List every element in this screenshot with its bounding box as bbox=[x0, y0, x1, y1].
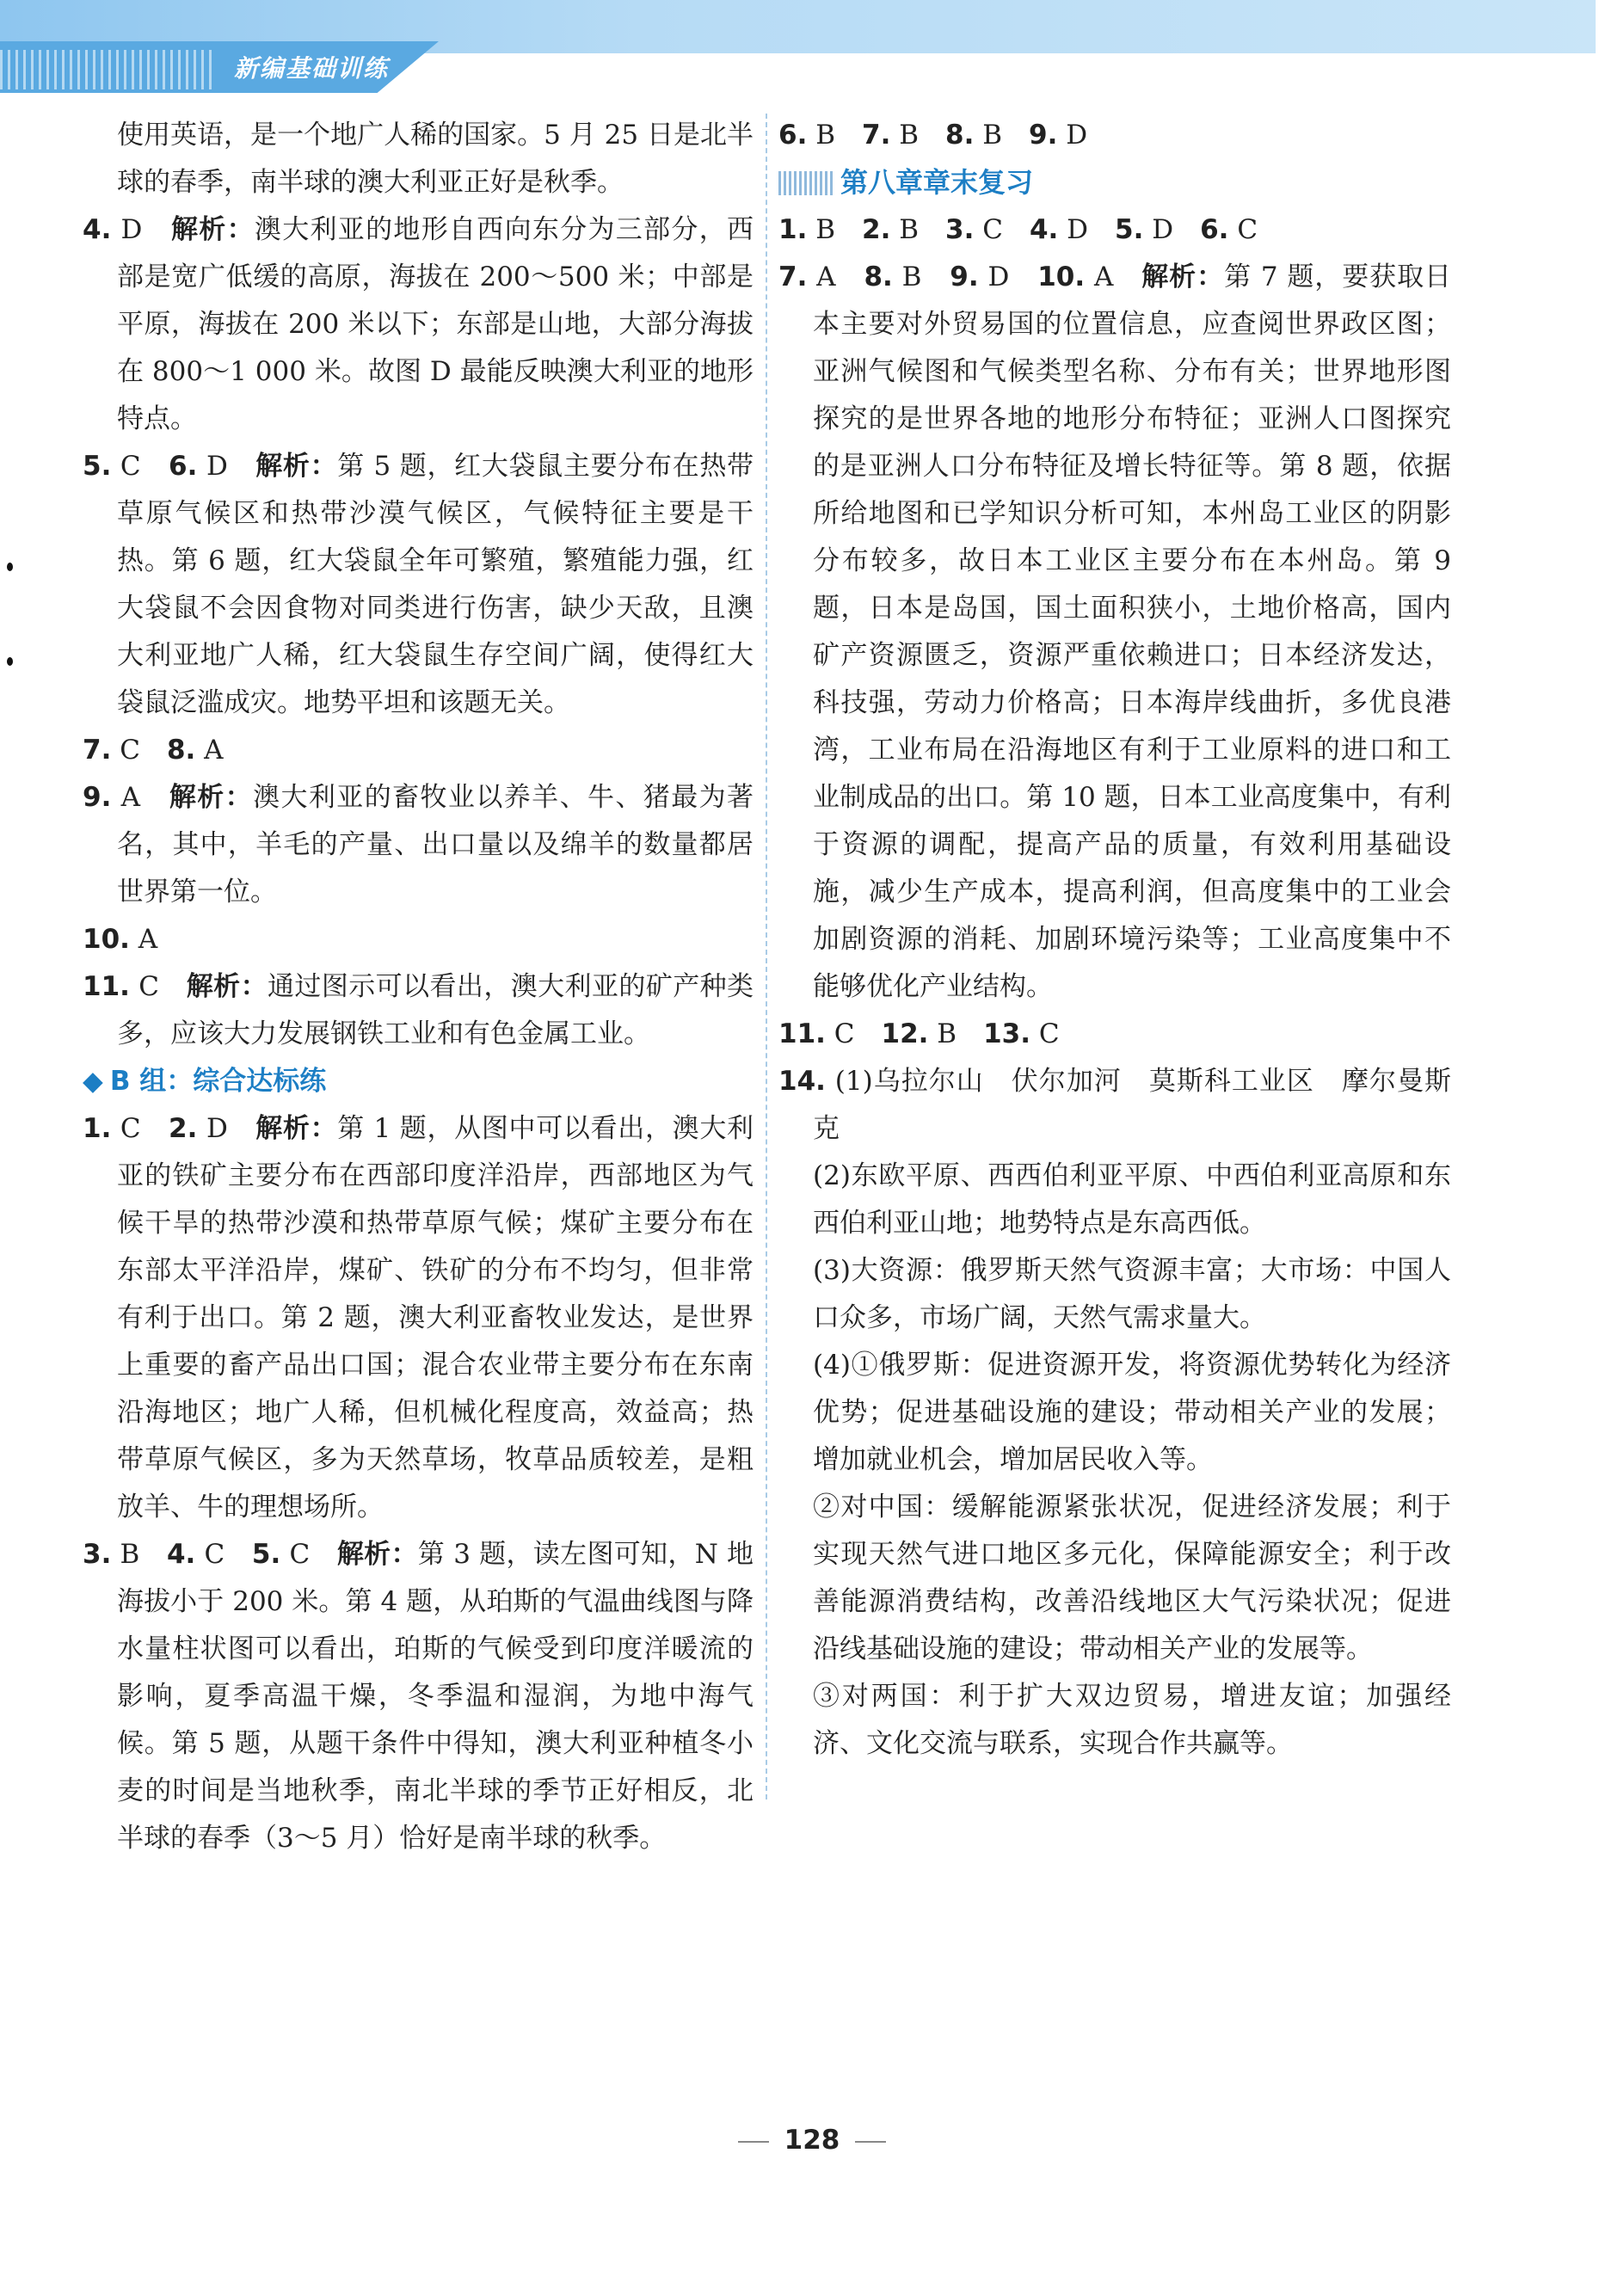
question-number: 1. bbox=[778, 214, 808, 245]
answer-choice: A bbox=[120, 782, 141, 813]
explanation-text: 澳大利亚的地形自西向东分为三部分，西部是宽广低缓的高原，海拔在 200～500 米；中部是平原，海拔在 200 米以下；东部是山地，大部分海拔在 800～1 000 米。故图 D 最能反映澳大利亚的地形特点。 bbox=[117, 214, 754, 434]
question-number: 9. bbox=[1029, 120, 1058, 151]
question-number: 3. bbox=[83, 1539, 112, 1570]
question-number: 6. bbox=[169, 451, 198, 482]
answer-item bbox=[83, 963, 754, 1058]
answer-choice: B bbox=[982, 120, 1002, 151]
answer-choice: D bbox=[1066, 120, 1088, 151]
left-column bbox=[83, 112, 754, 1862]
chapter-title: 第八章章末复习 bbox=[840, 166, 1034, 199]
question-number: 1. bbox=[83, 1113, 112, 1144]
answer-choice: B bbox=[120, 1539, 140, 1570]
answer-choice: A bbox=[1093, 261, 1114, 292]
answer-item bbox=[83, 916, 754, 963]
answer-choice: D bbox=[1067, 214, 1089, 245]
answer-item bbox=[778, 254, 1451, 1011]
answer-choice: B bbox=[901, 261, 922, 292]
explanation-label: 解析： bbox=[255, 1113, 338, 1144]
page-number-text: 128 bbox=[784, 2125, 840, 2156]
answer-line bbox=[778, 112, 1451, 159]
answer-choice: C bbox=[982, 214, 1003, 245]
question-number: 13. bbox=[983, 1018, 1030, 1049]
answer-item bbox=[83, 1105, 754, 1531]
answer-line bbox=[778, 206, 1451, 254]
question-number: 7. bbox=[778, 261, 808, 292]
answer-choice: C bbox=[204, 1539, 225, 1570]
question-number: 9. bbox=[950, 261, 979, 292]
answer-choice: B bbox=[815, 214, 835, 245]
explanation-label: 解析： bbox=[255, 451, 338, 482]
answer-choice: C bbox=[289, 1539, 311, 1570]
answer-continuation: 使用英语，是一个地广人稀的国家。5 月 25 日是北半球的春季，南半球的澳大利亚正好是秋季。 bbox=[117, 120, 754, 198]
answer-item bbox=[83, 727, 754, 774]
answer-choice: D bbox=[987, 261, 1010, 292]
answer-item bbox=[778, 1058, 1451, 1153]
question-number: 2. bbox=[862, 214, 891, 245]
explanation-label: 解析： bbox=[1141, 261, 1225, 292]
right-column bbox=[778, 112, 1451, 1768]
question-number: 7. bbox=[83, 735, 112, 766]
question-number: 9. bbox=[83, 782, 112, 813]
answer-continuation: (3)大资源：俄罗斯天然气资源丰富；大市场：中国人口众多，市场广阔，天然气需求量大。 bbox=[813, 1255, 1451, 1333]
answer-text: (1)乌拉尔山 伏尔加河 莫斯科工业区 摩尔曼斯克 bbox=[813, 1066, 1451, 1144]
question-number: 6. bbox=[1200, 214, 1229, 245]
answer-choice: C bbox=[120, 1113, 141, 1144]
answer-choice: D bbox=[1152, 214, 1174, 245]
answer-choice: A bbox=[816, 261, 836, 292]
section-heading-b bbox=[83, 1058, 754, 1105]
answer-item bbox=[83, 443, 754, 727]
question-number: 8. bbox=[166, 735, 196, 766]
answer-choice: D bbox=[206, 451, 228, 482]
section-heading-text: B 组：综合达标练 bbox=[109, 1066, 327, 1097]
header-stripes bbox=[0, 50, 215, 89]
answer-choice: D bbox=[206, 1113, 228, 1144]
explanation-text: 澳大利亚的畜牧业以养羊、牛、猪最为著名，其中，羊毛的产量、出口量以及绵羊的数量都居世界第一位。 bbox=[117, 782, 754, 907]
answer-choice: C bbox=[120, 451, 141, 482]
page-number bbox=[0, 2125, 1624, 2156]
answer-item bbox=[83, 774, 754, 916]
explanation-text: 第 3 题，读左图可知，N 地海拔小于 200 米。第 4 题，从珀斯的气温曲线图与降水量柱状图可以看出，珀斯的气候受到印度洋暖流的影响，夏季高温干燥，冬季温和湿润，为地中海气候。第 5 题，从题干条件中得知，澳大利亚种植冬小麦的时间是当地秋季，南北半球的季节正好相反，北半球的春季（3～5 月）恰好是南半球的秋季。 bbox=[117, 1539, 754, 1854]
question-number: 2. bbox=[169, 1113, 198, 1144]
explanation-label: 解析： bbox=[170, 214, 255, 245]
answer-choice: D bbox=[120, 214, 143, 245]
explanation-text: 第 5 题，红大袋鼠主要分布在热带草原气候区和热带沙漠气候区，气候特征主要是干热。第 6 题，红大袋鼠全年可繁殖，繁殖能力强，红大袋鼠不会因食物对同类进行伤害，缺少天敌，且澳大利亚地广人稀，红大袋鼠生存空间广阔，使得红大袋鼠泛滥成灾。地势平坦和该题无关。 bbox=[117, 451, 754, 718]
explanation-text: 第 7 题，要获取日本主要对外贸易国的位置信息，应查阅世界政区图；亚洲气候图和气候类型名称、分布有关；世界地形图探究的是世界各地的地形分布特征；亚洲人口图探究的是亚洲人口分布特征及增长特征等。第 8 题，依据所给地图和已学知识分析可知，本州岛工业区的阴影分布较多，故日本工业区主要分布在本州岛。第 9 题，日本是岛国，国土面积狭小，土地价格高，国内矿产资源匮乏，资源严重依赖进口；日本经济发达，科技强，劳动力价格高；日本海岸线曲折，多优良港湾，工业布局在沿海地区有利于工业原料的进口和工业制成品的出口。第 10 题，日本工业高度集中，有利于资源的调配，提高产品的质量，有效利用基础设施，减少生产成本，提高利润，但高度集中的工业会加剧资源的消耗、加剧环境污染等；工业高度集中不能够优化产业结构。 bbox=[813, 261, 1452, 1002]
question-number: 7. bbox=[862, 120, 891, 151]
chapter-heading bbox=[778, 159, 1451, 206]
answer-choice: B bbox=[815, 120, 835, 151]
explanation-label: 解析： bbox=[186, 971, 268, 1002]
margin-dot bbox=[7, 563, 13, 571]
question-number: 6. bbox=[778, 120, 808, 151]
answer-continuation: ②对中国：缓解能源紧张状况，促进经济发展；利于实现天然气进口地区多元化，保障能源安全；利于改善能源消费结构，改善沿线地区大气污染状况；促进沿线基础设施的建设；带动相关产业的发展等。 bbox=[813, 1492, 1451, 1664]
question-number: 4. bbox=[83, 214, 112, 245]
question-number: 11. bbox=[83, 971, 130, 1002]
explanation-label: 解析： bbox=[169, 782, 254, 813]
question-number: 14. bbox=[778, 1066, 826, 1097]
chapter-bars-icon bbox=[778, 171, 835, 195]
answer-continuation: (2)东欧平原、西西伯利亚平原、中西伯利亚高原和东西伯利亚山地；地势特点是东高西低。 bbox=[813, 1160, 1451, 1239]
answer-continuation: (4)①俄罗斯：促进资源开发，将资源优势转化为经济优势；促进基础设施的建设；带动相关产业的发展；增加就业机会，增加居民收入等。 bbox=[813, 1350, 1451, 1475]
answer-choice: C bbox=[120, 735, 140, 766]
answer-line bbox=[778, 1011, 1451, 1058]
explanation-label: 解析： bbox=[336, 1539, 418, 1570]
answer-choice: C bbox=[834, 1018, 855, 1049]
answer-item bbox=[83, 206, 754, 443]
question-number: 5. bbox=[251, 1539, 281, 1570]
answer-choice: B bbox=[937, 1018, 957, 1049]
question-number: 3. bbox=[945, 214, 975, 245]
answer-item bbox=[83, 1531, 754, 1862]
answer-choice: A bbox=[138, 924, 158, 955]
diamond-icon: ◆ bbox=[83, 1066, 103, 1097]
column-divider bbox=[766, 114, 767, 1799]
answer-choice: B bbox=[899, 214, 919, 245]
margin-dot bbox=[7, 657, 13, 666]
question-number: 12. bbox=[881, 1018, 929, 1049]
answer-choice: A bbox=[204, 735, 224, 766]
explanation-text: 通过图示可以看出，澳大利亚的矿产种类多，应该大力发展钢铁工业和有色金属工业。 bbox=[117, 971, 754, 1049]
question-number: 4. bbox=[166, 1539, 196, 1570]
answer-choice: B bbox=[899, 120, 919, 151]
answer-choice: C bbox=[138, 971, 159, 1002]
question-number: 5. bbox=[83, 451, 112, 482]
question-number: 10. bbox=[1037, 261, 1086, 292]
question-number: 8. bbox=[945, 120, 975, 151]
question-number: 10. bbox=[83, 924, 130, 955]
answer-choice: C bbox=[1237, 214, 1258, 245]
book-title: 新编基础训练 bbox=[234, 54, 390, 83]
question-number: 11. bbox=[778, 1018, 826, 1049]
question-number: 5. bbox=[1115, 214, 1144, 245]
question-number: 4. bbox=[1029, 214, 1059, 245]
explanation-text: 第 1 题，从图中可以看出，澳大利亚的铁矿主要分布在西部印度洋沿岸，西部地区为气候干旱的热带沙漠和热带草原气候；煤矿主要分布在东部太平洋沿岸，煤矿、铁矿的分布不均匀，但非常有利于出口。第 2 题，澳大利亚畜牧业发达，是世界上重要的畜产品出口国；混合农业带主要分布在东南沿海地区；地广人稀，但机械化程度高，效益高；热带草原气候区，多为天然草场，牧草品质较差，是粗放羊、牛的理想场所。 bbox=[117, 1113, 754, 1523]
answer-choice: C bbox=[1038, 1018, 1060, 1049]
question-number: 8. bbox=[864, 261, 893, 292]
answer-continuation: ③对两国：利于扩大双边贸易，增进友谊；加强经济、文化交流与联系，实现合作共赢等。 bbox=[813, 1681, 1451, 1759]
